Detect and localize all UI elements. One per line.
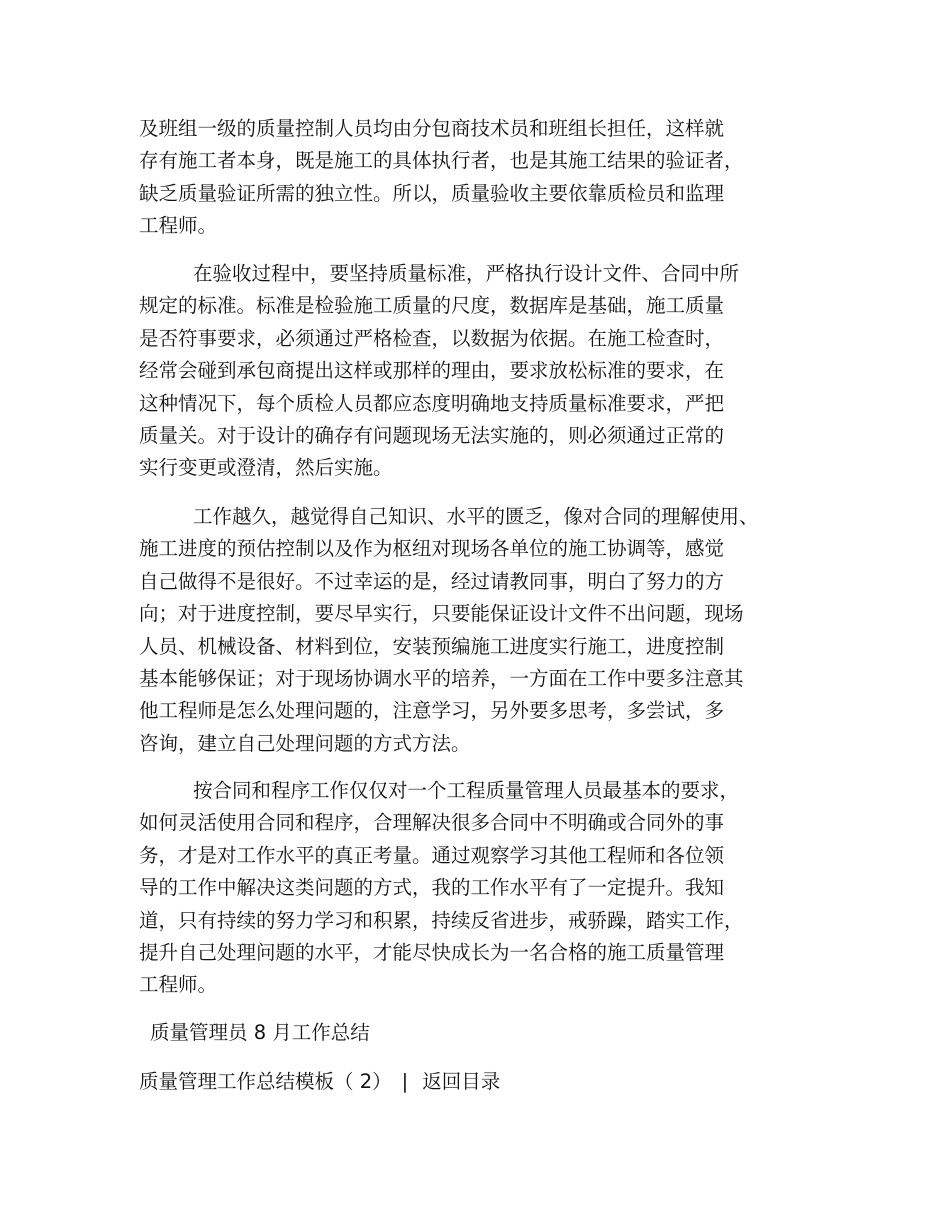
text-line: 规定的标准。标准是检验施工质量的尺度，数据库是基础，施工质量: [139, 294, 725, 318]
template-link[interactable]: 质量管理工作总结模板（ 2）: [139, 1070, 392, 1093]
text-line: 在验收过程中，要坚持质量标准，严格执行设计文件、合同中所: [193, 262, 740, 285]
text-line: 向；对于进度控制，要尽早实行，只要能保证设计文件不出问题，现场: [139, 602, 744, 626]
text-line: 人员、机械设备、材料到位，安装预编施工进度实行施工，进度控制: [139, 634, 725, 658]
separator: |: [401, 1070, 409, 1093]
text-line: 提升自己处理问题的水平，才能尽快成长为一名合格的施工质量管理: [139, 941, 725, 965]
text-line: 务，才是对工作水平的真正考量。通过观察学习其他工程师和各位领: [139, 843, 725, 867]
text-line: 工程师。: [139, 214, 218, 238]
text-line: 质量关。对于设计的确存有问题现场无法实施的，则必须通过正常的: [139, 424, 725, 448]
paragraph-3: [139, 501, 779, 760]
text-line: 及班组一级的质量控制人员均由分包商技术员和班组长担任，这样就: [139, 117, 725, 140]
text-line: 缺乏质量验证所需的独立性。所以，质量验收主要依靠质检员和监理: [139, 181, 725, 205]
text-line: 自己做得不是很好。不过幸运的是，经过请教同事，明白了努力的方: [139, 569, 725, 593]
text-line: 工作越久，越觉得自己知识、水平的匮乏，像对合同的理解使用、: [193, 505, 759, 528]
text-line: 是否符事要求，必须通过严格检查，以数据为依据。在施工检查时，: [139, 326, 725, 350]
text-line: 按合同和程序工作仅仅对一个工程质量管理人员最基本的要求，: [193, 779, 740, 802]
text-line: 存有施工者本身，既是施工的具体执行者，也是其施工结果的验证者，: [139, 149, 744, 173]
paragraph-4: [139, 775, 779, 1002]
text-line: 他工程师是怎么处理问题的，注意学习，另外要多思考，多尝试，多: [139, 699, 725, 723]
text-line: 咨询，建立自己处理问题的方式方法。: [139, 731, 471, 755]
footer-nav: [139, 1066, 500, 1098]
paragraph-2: [139, 258, 779, 485]
paragraph-1: [139, 113, 779, 243]
text-line: 施工进度的预估控制以及作为枢纽对现场各单位的施工协调等，感觉: [139, 537, 725, 561]
text-line: 如何灵活使用合同和程序，合理解决很多合同中不明确或合同外的事: [139, 811, 725, 835]
text-line: 基本能够保证；对于现场协调水平的培养，一方面在工作中要多注意其: [139, 667, 744, 691]
text-line: 这种情况下，每个质检人员都应态度明确地支持质量标准要求，严把: [139, 391, 725, 415]
back-to-toc-link[interactable]: 返回目录: [422, 1070, 501, 1093]
text-line: 实行变更或澄清，然后实施。: [139, 456, 393, 480]
section-title: 质量管理员 8 月工作总结: [150, 1021, 370, 1044]
text-line: 导的工作中解决这类问题的方式，我的工作水平有了一定提升。我知: [139, 876, 725, 900]
text-line: 经常会碰到承包商提出这样或那样的理由，要求放松标准的要求，在: [139, 359, 725, 383]
text-line: 工程师。: [139, 973, 218, 997]
text-line: 道，只有持续的努力学习和积累，持续反省进步，戒骄躁，踏实工作，: [139, 908, 744, 932]
